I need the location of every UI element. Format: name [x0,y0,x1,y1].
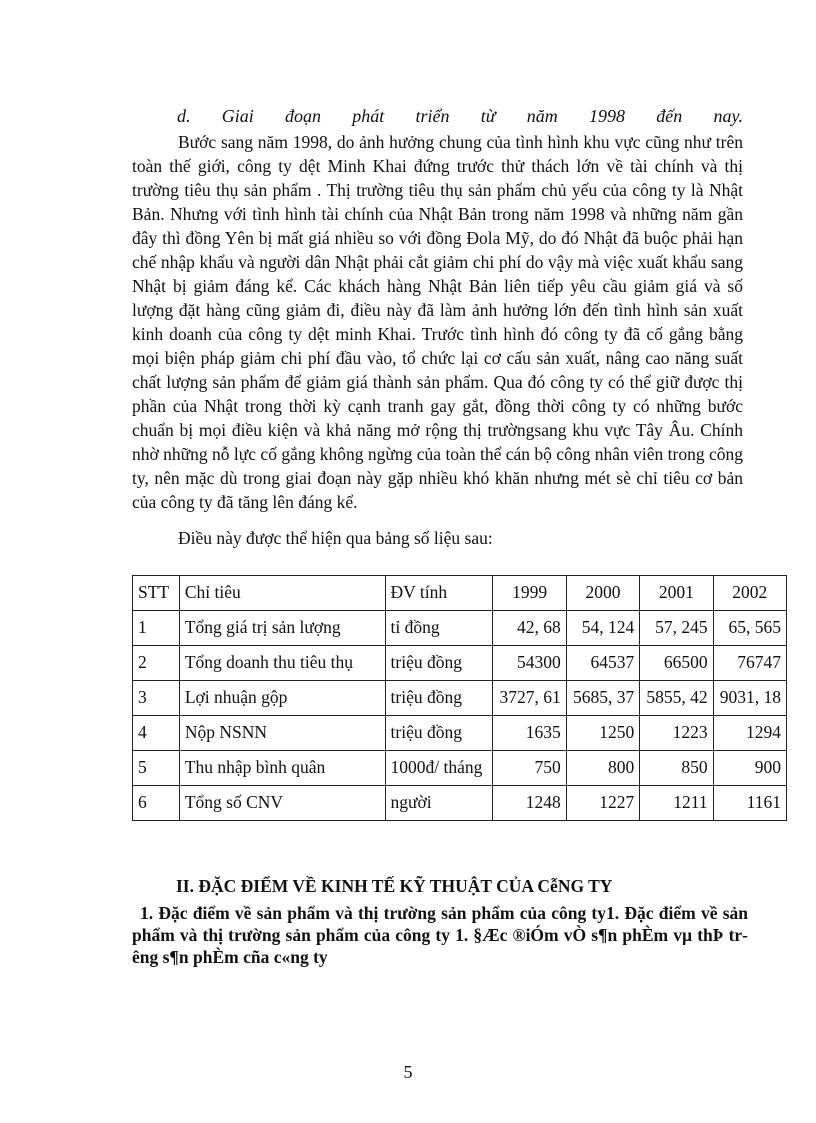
table-cell: 1223 [640,716,713,751]
table-cell: 54, 124 [566,611,639,646]
table-cell: Nộp NSNN [179,716,385,751]
table-cell: 65, 565 [713,611,786,646]
table-cell: 5 [133,751,180,786]
subsection-text: 1. Đặc điểm về sản phẩm và thị trường sản phẩm của công ty1. Đặc điểm về sản phẩm và thị trường sản phẩm của công ty 1. §Æc ®iÓm vÒ s¶n phÈm vµ thÞ trêng s¶n phÈm cña c«ng ty [132,903,748,967]
table-cell: Lợi nhuận gộp [179,681,385,716]
table-row [133,681,787,716]
table-row [133,716,787,751]
table-cell: 900 [713,751,786,786]
table-cell: triệu đồng [385,716,493,751]
table-cell: triệu đồng [385,681,493,716]
table-cell: 54300 [493,646,566,681]
table-row [133,646,787,681]
table-cell: 6 [133,786,180,821]
table-cell: 64537 [566,646,639,681]
table-header-cell: 2000 [566,576,639,611]
table-cell: 850 [640,751,713,786]
table-cell: 800 [566,751,639,786]
table-cell: Tổng giá trị sản lượng [179,611,385,646]
table-cell: 1161 [713,786,786,821]
table-cell: 1248 [493,786,566,821]
table-cell: tỉ đồng [385,611,493,646]
subsection-title [132,902,748,968]
table-header-cell: Chỉ tiêu [179,576,385,611]
table-cell: 750 [493,751,566,786]
table-cell: Tổng doanh thu tiêu thụ [179,646,385,681]
table-cell: 66500 [640,646,713,681]
table-cell: 1294 [713,716,786,751]
table-cell: 1250 [566,716,639,751]
table-intro: Điều này được thể hiện qua bảng số liệu sau: [178,528,493,548]
table-row [133,611,787,646]
body-paragraph [132,130,743,514]
section-ii-title: II. ĐẶC ĐIỂM VỀ KINH TẾ KỸ THUẬT CỦA CễNG TY [176,876,613,896]
table-cell: 5685, 37 [566,681,639,716]
table-cell: 1 [133,611,180,646]
table-cell: 76747 [713,646,786,681]
page-number: 5 [403,1062,413,1082]
table-header-cell: 2001 [640,576,713,611]
table-cell: 1000đ/ tháng [385,751,493,786]
table-header-cell: 2002 [713,576,786,611]
table-cell: 3727, 61 [493,681,566,716]
table-cell: 3 [133,681,180,716]
table-cell: 1227 [566,786,639,821]
section-d-heading: d. Giai đoạn phát triển từ năm 1998 đến nay. [177,106,743,126]
table-cell: Thu nhập bình quân [179,751,385,786]
table-cell: 57, 245 [640,611,713,646]
table-row [133,786,787,821]
data-table [132,575,787,821]
table-cell: Tổng số CNV [179,786,385,821]
table-header-cell: ĐV tính [385,576,493,611]
table-cell: 42, 68 [493,611,566,646]
table-cell: 1211 [640,786,713,821]
table-cell: 2 [133,646,180,681]
paragraph-text: Bước sang năm 1998, do ảnh hưởng chung của tình hình khu vực cũng như trên toàn thế giới, công ty dệt Minh Khai đứng trước thử thách lớn về tài chính và thị trường tiêu thụ sản phẩm . Thị trường tiêu thụ sản phẩm chủ yếu của công ty là Nhật Bản. Nhưng với tình hình tài chính của Nhật Bản trong năm 1998 và những năm gần đây thì đồng Yên bị mất giá nhiều so với đồng Đola Mỹ, do đó Nhật đã buộc phải hạn chế nhập khẩu và người dân Nhật phải cắt giảm chi phí do vậy mà việc xuất khẩu sang Nhật bị giảm đáng kể. Các khách hàng Nhật Bản liên tiếp yêu cầu giảm giá và số lượng đặt hàng cũng giảm đi, điều này đã làm ảnh hưởng lớn đến tình hình sản xuất kinh doanh của công ty dệt minh Khai. Trước tình hình đó công ty đã cố gắng bằng mọi biện pháp giảm chi phí đầu vào, tổ chức lại cơ cấu sản xuất, nâng cao năng suất chất lượng sản phẩm để giảm giá thành sản phẩm. Qua đó công ty có thể giữ được thị phần của Nhật trong thời kỳ cạnh tranh gay gắt, đồng thời công ty có những bước chuẩn bị mọi điều kiện và khả năng mở rộng thị trườngsang khu vực Tây Âu. Chính nhờ những nỗ lực cố gắng không ngừng của toàn thể cán bộ công nhân viên trong công ty, nên mặc dù trong giai đoạn này gặp nhiều khó khăn nhưng mét sè chỉ tiêu cơ bản của công ty đã tăng lên đáng kể. [132,132,743,512]
table-cell: người [385,786,493,821]
table-cell: 5855, 42 [640,681,713,716]
table-header-row [133,576,787,611]
table-row [133,751,787,786]
table-cell: triệu đồng [385,646,493,681]
table-header-cell: 1999 [493,576,566,611]
table-header-cell: STT [133,576,180,611]
table-cell: 9031, 18 [713,681,786,716]
table-cell: 1635 [493,716,566,751]
table-cell: 4 [133,716,180,751]
